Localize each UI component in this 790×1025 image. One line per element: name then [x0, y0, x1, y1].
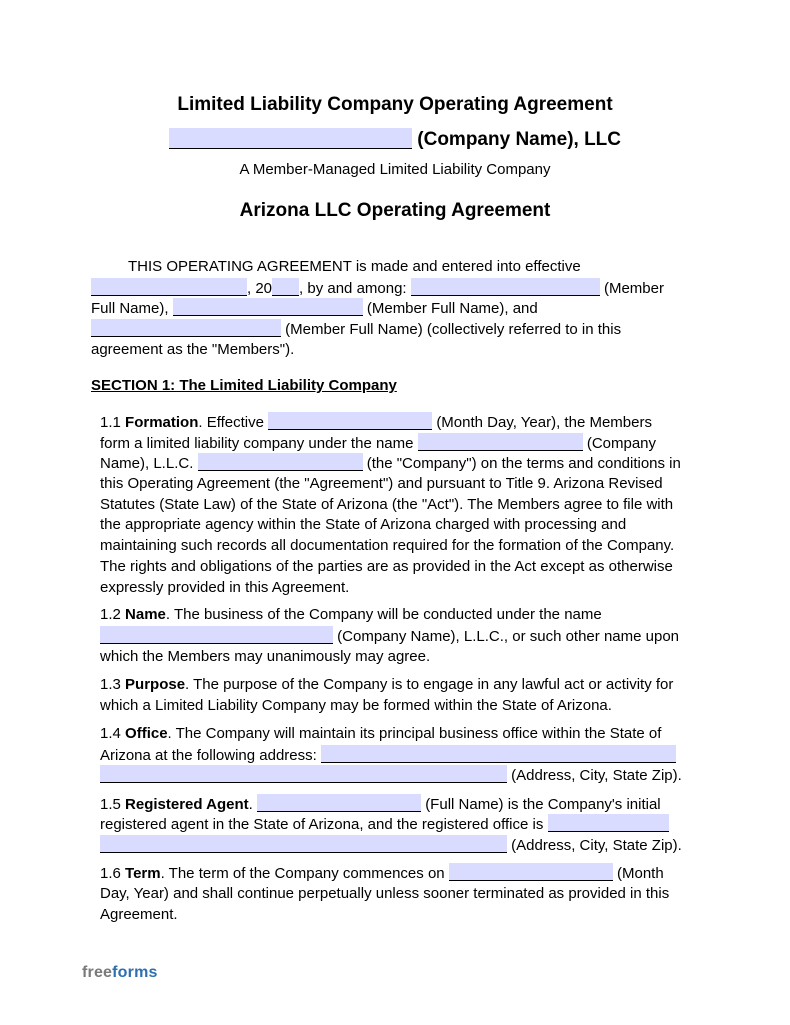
formation-date-field[interactable] [268, 412, 432, 430]
intro-line-5: agreement as the "Members"). [91, 341, 295, 358]
s11-line-1 [100, 412, 652, 432]
s11-text-a: . Effective [198, 414, 264, 431]
s13-heading: Purpose [125, 676, 186, 693]
state-title: Arizona LLC Operating Agreement [239, 200, 551, 221]
by-and-among: , by and among: [299, 280, 407, 297]
member2-label: (Member Full Name), and [366, 300, 538, 317]
logo-forms-text: forms [112, 964, 158, 981]
company-name-field[interactable] [169, 128, 412, 149]
member3-name-field[interactable] [91, 319, 281, 337]
document-subtitle: A Member-Managed Limited Liability Company [239, 161, 551, 178]
llc-name-field[interactable] [198, 453, 363, 471]
logo-free-text: free [82, 964, 113, 981]
s15-line-3 [100, 835, 682, 855]
s13-line-2: which a Limited Liability Company may be formed within the State of Arizona. [100, 697, 612, 714]
s14-text-a: . The Company will maintain its principal business office within the State of [167, 725, 662, 742]
s11-heading: Formation [125, 414, 199, 431]
s14-text-l2: Arizona at the following address: [100, 747, 317, 764]
s15-line-2 [100, 814, 669, 834]
s15-heading: Registered Agent [125, 796, 249, 813]
s13-text-a: . The purpose of the Company is to engage in any lawful act or activity for [185, 676, 674, 693]
intro-line-4 [91, 319, 621, 339]
s14-heading: Office [125, 725, 168, 742]
member2-name-field[interactable] [173, 298, 363, 316]
year-field[interactable] [272, 278, 299, 296]
s15-text-a: . [248, 796, 253, 813]
s11-text-l3a: Name), L.L.C. [100, 455, 194, 472]
effective-date-field[interactable] [91, 278, 247, 296]
s14-line-1 [100, 724, 661, 743]
s12-text-l2: (Company Name), L.L.C., or such other name upon [337, 628, 680, 645]
s11-line-2 [100, 433, 656, 453]
s12-text-a: . The business of the Company will be conducted under the name [165, 606, 602, 623]
intro-line-3 [91, 298, 538, 318]
s11-line-5: Statutes (State Law) of the State of Arizona (the "Act"). The Members agree to file with [100, 496, 674, 513]
s12-line-1 [100, 605, 602, 624]
s12-line-3: which the Members may unanimously may agree. [100, 648, 431, 665]
s11-line-8: The rights and obligations of the parties are as provided in the Act except as otherwise [100, 558, 673, 575]
s11-text-l3b: (the "Company") on the terms and conditions in [366, 455, 681, 472]
s11-line-9: expressly provided in this Agreement. [100, 579, 350, 596]
s16-text-b: (Month [616, 865, 664, 882]
s16-text-a: . The term of the Company commences on [160, 865, 445, 882]
full-name-label: Full Name), [91, 300, 169, 317]
s16-number: 1.6 [100, 865, 121, 882]
s16-line-1 [100, 863, 664, 883]
business-name-field[interactable] [100, 626, 333, 644]
intro-line-1: THIS OPERATING AGREEMENT is made and entered into effective [128, 258, 581, 275]
s14-line-3 [100, 765, 682, 785]
s15-text-l2: registered agent in the State of Arizona, and the registered office is [100, 816, 544, 833]
s12-number: 1.2 [100, 606, 121, 623]
freeforms-logo [82, 964, 158, 982]
s15-text-b: (Full Name) is the Company's initial [425, 796, 661, 813]
s11-text-l2a: form a limited liability company under the name [100, 435, 414, 452]
office-address-field-2[interactable] [100, 765, 507, 783]
s11-number: 1.1 [100, 414, 121, 431]
s14-text-l3: (Address, City, State Zip). [511, 767, 682, 784]
s16-heading: Term [125, 865, 161, 882]
registered-agent-name-field[interactable] [257, 794, 421, 812]
company-name-line [0, 128, 790, 151]
s12-heading: Name [125, 606, 166, 623]
registered-office-field-2[interactable] [100, 835, 507, 853]
member-label: (Member [603, 280, 664, 297]
s15-line-1 [100, 794, 661, 814]
s15-text-l3: (Address, City, State Zip). [511, 837, 682, 854]
company-suffix: (Company Name), LLC [417, 129, 622, 150]
s11-line-7: maintaining such records all documentation required for the formation of the Company. [100, 537, 675, 554]
member1-name-field[interactable] [411, 278, 600, 296]
s14-number: 1.4 [100, 725, 121, 742]
section-1-heading: SECTION 1: The Limited Liability Company [91, 377, 397, 394]
s15-number: 1.5 [100, 796, 121, 813]
year-prefix: , 20 [247, 280, 273, 297]
s14-line-2 [100, 745, 676, 765]
member3-label: (Member Full Name) (collectively referred to in this [285, 321, 622, 338]
document-title: Limited Liability Company Operating Agreement [177, 94, 613, 115]
term-start-date-field[interactable] [449, 863, 613, 881]
s11-text-b: (Month Day, Year), the Members [436, 414, 652, 431]
s13-line-1 [100, 675, 673, 694]
s16-line-2: Day, Year) and shall continue perpetually unless sooner terminated as provided in this [100, 885, 670, 902]
s11-text-l2b: (Company [586, 435, 657, 452]
s16-line-3: Agreement. [100, 906, 178, 923]
s11-line-3 [100, 453, 681, 473]
s11-line-4: this Operating Agreement (the "Agreement") and pursuant to Title 9. Arizona Revised [100, 475, 663, 492]
s12-line-2 [100, 626, 679, 646]
formation-company-name-field[interactable] [418, 433, 583, 451]
office-address-field-1[interactable] [321, 745, 676, 763]
intro-line-2 [91, 278, 664, 298]
s13-number: 1.3 [100, 676, 121, 693]
registered-office-field-1[interactable] [548, 814, 669, 832]
s11-line-6: the appropriate agency within the State of Arizona charged with processing and [100, 516, 627, 533]
